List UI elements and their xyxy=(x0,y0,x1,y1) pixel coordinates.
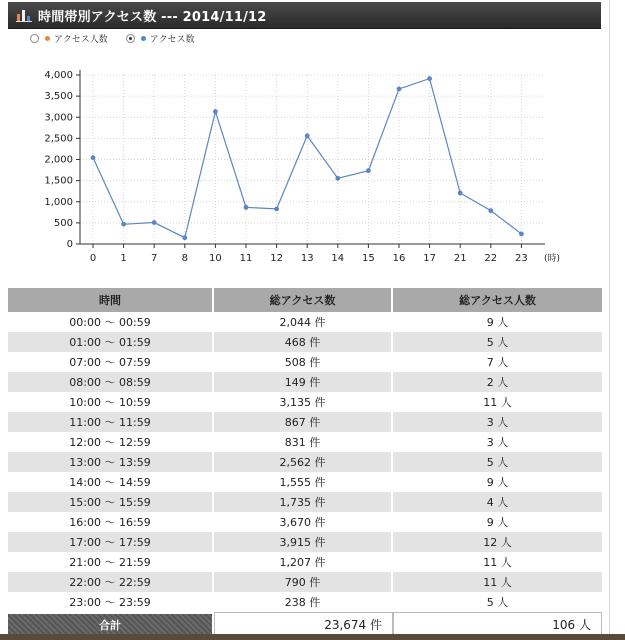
x-tick-label: 22 xyxy=(484,253,498,264)
cell-accesses: 790 件 xyxy=(214,572,393,592)
x-tick-label: 12 xyxy=(270,253,283,264)
data-point xyxy=(274,206,279,211)
cell-visitors: 9 人 xyxy=(486,516,509,529)
legend-label-accesses: アクセス数 xyxy=(149,34,195,45)
x-axis-label: (時) xyxy=(543,254,561,264)
cell-accesses: 3,915 件 xyxy=(214,532,393,552)
x-tick-label: 13 xyxy=(300,253,314,264)
table-header-row xyxy=(8,288,602,312)
col-header-time: 時間 xyxy=(8,288,214,312)
legend-label-visitors: アクセス人数 xyxy=(54,34,108,45)
x-tick-label: 1 xyxy=(120,253,127,264)
cell-accesses: 3,670 件 xyxy=(214,512,393,532)
page-title: 時間帯別アクセス数 --- 2014/11/12 xyxy=(38,9,267,25)
cell-accesses: 2,562 件 xyxy=(214,452,393,472)
data-point xyxy=(244,205,249,210)
cell-accesses: 468 件 xyxy=(214,332,393,352)
bottom-edge xyxy=(0,634,625,640)
cell-time: 08:00 ～ 08:59 xyxy=(8,372,214,392)
table-row xyxy=(8,592,602,612)
cell-accesses: 238 件 xyxy=(214,592,393,612)
cell-time: 21:00 ～ 21:59 xyxy=(8,552,214,572)
table-row xyxy=(8,552,602,572)
table-row xyxy=(8,452,602,472)
table-row xyxy=(8,532,602,552)
cell-accesses: 149 件 xyxy=(214,372,393,392)
data-point xyxy=(488,208,493,213)
data-point xyxy=(397,87,402,92)
col-header-accesses: 総アクセス数 xyxy=(214,288,393,312)
y-tick-label: 500 xyxy=(53,217,73,229)
data-point xyxy=(519,232,524,237)
cell-visitors: 11 人 xyxy=(483,396,512,409)
table-row xyxy=(8,492,602,512)
y-tick-label: 3,500 xyxy=(44,91,73,103)
data-point xyxy=(213,109,218,114)
table-row xyxy=(8,572,602,592)
cell-time: 22:00 ～ 22:59 xyxy=(8,572,214,592)
y-tick-label: 1,500 xyxy=(44,175,73,187)
data-point xyxy=(458,191,463,196)
cell-time: 23:00 ～ 23:59 xyxy=(8,592,214,612)
col-header-visitors: 総アクセス人数 xyxy=(393,288,602,312)
x-tick-label: 14 xyxy=(331,253,345,264)
y-tick-label: 2,000 xyxy=(44,154,73,166)
cell-visitors: 12 人 xyxy=(393,532,602,552)
cell-time: 10:00 ～ 10:59 xyxy=(8,392,214,412)
table-row xyxy=(8,352,602,372)
cell-time: 12:00 ～ 12:59 xyxy=(8,432,214,452)
access-table xyxy=(8,288,602,636)
data-point xyxy=(427,76,432,81)
table-row xyxy=(8,392,602,412)
x-tick-label: 7 xyxy=(151,253,158,264)
x-tick-label: 15 xyxy=(362,253,375,264)
table-row xyxy=(8,512,602,532)
table-row xyxy=(8,432,602,452)
table-row xyxy=(8,412,602,432)
x-tick-label: 16 xyxy=(392,253,406,264)
table-row xyxy=(8,312,602,332)
data-point xyxy=(152,220,157,225)
total-accesses: 23,674 件 xyxy=(214,612,393,636)
cell-accesses: 3,135 件 xyxy=(214,392,393,412)
table-row xyxy=(8,332,602,352)
cell-visitors: 3 人 xyxy=(486,436,509,449)
cell-accesses: 1,555 件 xyxy=(214,472,393,492)
data-point xyxy=(121,222,126,227)
x-tick-label: 10 xyxy=(209,253,222,264)
cell-time: 11:00 ～ 11:59 xyxy=(8,412,214,432)
cell-time: 00:00 ～ 00:59 xyxy=(8,312,214,332)
cell-visitors: 11 人 xyxy=(393,572,602,592)
cell-time: 07:00 ～ 07:59 xyxy=(8,352,214,372)
cell-visitors: 11 人 xyxy=(483,556,512,569)
cell-time: 01:00 ～ 01:59 xyxy=(8,332,214,352)
cell-visitors: 7 人 xyxy=(486,356,509,369)
cell-time: 15:00 ～ 15:59 xyxy=(8,492,214,512)
total-visitors: 106 人 xyxy=(393,612,602,636)
cell-visitors: 4 人 xyxy=(393,492,602,512)
cell-accesses: 1,207 件 xyxy=(214,552,393,572)
data-point xyxy=(91,155,96,160)
y-tick-label: 4,000 xyxy=(44,70,73,81)
cell-accesses: 1,735 件 xyxy=(214,492,393,512)
cell-visitors: 9 人 xyxy=(486,316,509,329)
cell-accesses: 831 件 xyxy=(214,432,393,452)
table-row xyxy=(8,472,602,492)
cell-time: 16:00 ～ 16:59 xyxy=(8,512,214,532)
access-line-chart xyxy=(0,0,625,280)
x-tick-label: 23 xyxy=(515,253,528,264)
x-tick-label: 0 xyxy=(89,253,97,264)
cell-visitors: 5 人 xyxy=(393,452,602,472)
table-row xyxy=(8,372,602,392)
data-point xyxy=(305,133,310,138)
data-point xyxy=(182,235,187,240)
y-tick-label: 2,500 xyxy=(44,133,73,145)
cell-accesses: 867 件 xyxy=(214,412,393,432)
x-tick-label: 8 xyxy=(181,253,188,264)
cell-accesses: 2,044 件 xyxy=(214,312,393,332)
data-point xyxy=(366,168,371,173)
cell-visitors: 5 人 xyxy=(393,332,602,352)
cell-visitors: 5 人 xyxy=(486,596,509,609)
data-point xyxy=(335,176,340,181)
x-tick-label: 11 xyxy=(239,253,253,264)
cell-time: 14:00 ～ 14:59 xyxy=(8,472,214,492)
y-tick-label: 1,000 xyxy=(44,196,73,208)
cell-time: 17:00 ～ 17:59 xyxy=(8,532,214,552)
cell-visitors: 9 人 xyxy=(486,476,509,489)
x-tick-label: 21 xyxy=(453,253,467,264)
y-tick-label: 3,000 xyxy=(44,112,73,124)
cell-time: 13:00 ～ 13:59 xyxy=(8,452,214,472)
cell-visitors: 3 人 xyxy=(393,412,602,432)
table-total-row xyxy=(8,612,602,636)
y-tick-label: 0 xyxy=(66,239,73,250)
x-tick-label: 17 xyxy=(423,253,436,264)
cell-visitors: 2 人 xyxy=(393,372,602,392)
total-label: 合計 xyxy=(8,612,214,636)
cell-accesses: 508 件 xyxy=(214,352,393,372)
